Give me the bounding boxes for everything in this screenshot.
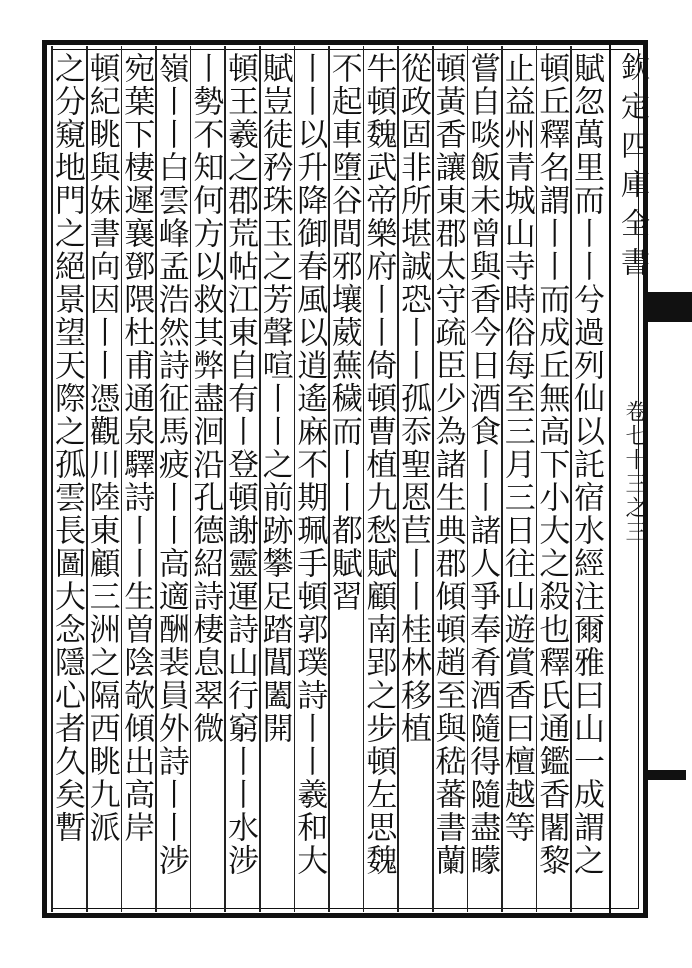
text-column: 牛頓魏武帝樂府丨丨倚頓曹植九愁賦顧南郢之步頓左思魏 xyxy=(360,52,397,877)
text-column: 止益州青城山寺時俗每至三月三日往山遊賞香曰檀越等 xyxy=(498,52,535,844)
margin-fish-tail-mark xyxy=(648,292,692,322)
gutter-divider xyxy=(609,40,611,918)
text-column: 丨勢不知何方以救其弊盡洄沿孔德紹詩棲息翠微 xyxy=(187,52,224,745)
text-column: 賦忽萬里而丨丨兮過列仙以託宿水經注爾雅曰山一成謂之 xyxy=(567,52,604,877)
text-column: 宛葉下棲遲襄鄧隈杜甫通泉驛詩丨丨生曽陰欹傾出高岸 xyxy=(118,52,155,844)
text-column: 嘗自啖飯未曾與香今日酒食丨丨諸人爭奉肴酒隨得隨盡矇 xyxy=(464,52,501,877)
text-column: 頓紀眺與妹書向因丨丨憑觀川陸東顧三洲之隔西眺九派 xyxy=(83,52,120,844)
margin-lower-mark xyxy=(648,770,686,780)
text-column: 不起車墮谷間邪壤葳蕪穢而丨丨都賦習 xyxy=(325,52,362,613)
text-column: 丨丨以升降御春風以逍遙麻不期珮手頓郭璞詩丨丨羲和大 xyxy=(291,52,328,877)
text-column: 頓丘釋名謂丨丨而成丘無高下小大之殺也釋氏通鑑香闍黎 xyxy=(533,52,570,877)
volume-label: 卷七十三之三 xyxy=(622,400,647,544)
text-column: 嶺丨丨白雲峰孟浩然詩征馬疲丨丨高適酬裴員外詩丨丨涉 xyxy=(152,52,189,877)
text-column: 從政固非所堪誠恐丨丨孤忝聖恩苣丨丨桂林移植 xyxy=(394,52,431,745)
book-title: 欽定四庫全書 xyxy=(617,52,651,286)
text-column: 賦豈徒矜珠玉之芳聲喧丨丨之前跡攀足踏閶闔開 xyxy=(256,52,293,745)
text-column: 頓王羲之郡荒帖江東自有丨登頓謝靈運詩山行窮丨丨水涉 xyxy=(221,52,258,877)
text-column: 頓黃香讓東郡太守疏臣少為諸生典郡傾頓趙至與嵇蕃書蘭 xyxy=(429,52,466,877)
text-column: 之分窺地門之絕景望天際之孤雲長圖大念隱心者久矣暫 xyxy=(48,52,85,844)
